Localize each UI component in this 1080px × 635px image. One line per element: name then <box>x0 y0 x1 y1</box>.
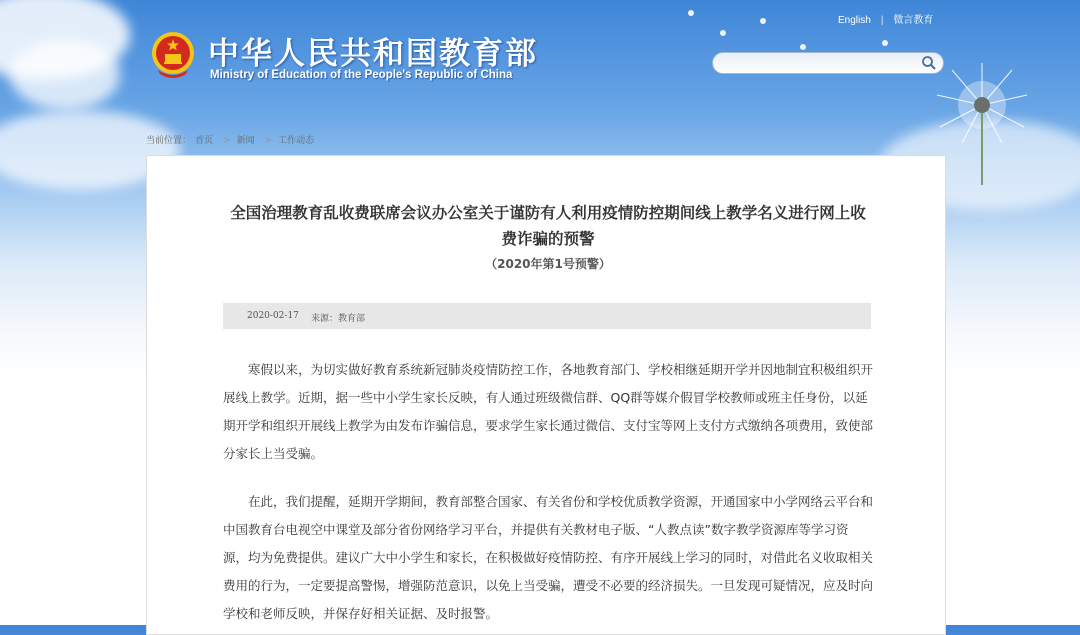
top-links <box>838 11 933 26</box>
site-title-english: Ministry of Education of the People's Republic of China <box>210 69 513 81</box>
link-separator: | <box>880 15 884 26</box>
search-box <box>712 52 944 74</box>
article-paragraph: 寒假以来，为切实做好教育系统新冠肺炎疫情防控工作，各地教育部门、学校相继延期开学并因地制宜积极组织开展线上教学。近期，据一些中小学生家长反映，有人通过班级微信群、QQ群等媒介假冒学校教师或班主任身份，以延期开学和组织开展线上教学为由发布诈骗信息，要求学生家长通过微信、支付宝等网上支付方式缴纳各项费用，致使部分家长上当受骗。 <box>223 362 874 461</box>
cloud-decoration <box>10 40 120 110</box>
breadcrumb-news[interactable]: 新闻 <box>236 136 255 146</box>
article-panel <box>146 155 946 635</box>
article-paragraph: 在此，我们提醒，延期开学期间，教育部整合国家、有关省份和学校优质教学资源，开通国家中小学网络云平台和中国教育台电视空中课堂及部分省份网络学习平台，并提供有关教材电子版、“人教点读”数字教学资源库等学习资源，均为免费提供。建议广大中小学生和家长，在积极做好疫情防控、有序开展线上学习的同时，对借此名义收取相关费用的行为，一定要提高警惕，增强防范意识，以免上当受骗，遭受不必要的经济损失。一旦发现可疑情况，应及时向学校和老师反映，并保存好相关证据、及时报警。 <box>223 494 874 621</box>
search-input[interactable] <box>721 54 925 76</box>
english-link[interactable]: English <box>838 15 871 26</box>
petal-decoration <box>760 18 766 24</box>
breadcrumb-arrow: > <box>223 136 231 146</box>
breadcrumb <box>146 133 318 146</box>
article-meta-bar <box>223 303 871 329</box>
petal-decoration <box>720 30 726 36</box>
petal-decoration <box>800 44 806 50</box>
article-date: 2020-02-17 <box>247 311 299 321</box>
wechat-link[interactable]: 微言教育 <box>893 15 934 26</box>
breadcrumb-work-updates[interactable]: 工作动态 <box>278 136 315 146</box>
breadcrumb-home[interactable]: 首页 <box>195 136 214 146</box>
article-source: 来源：教育部 <box>311 314 366 324</box>
article-subtitle: （2020年第1号预警） <box>485 257 611 271</box>
site-title-chinese: 中华人民共和国教育部 <box>208 36 538 72</box>
article-title: 全国治理教育乱收费联席会议办公室关于谨防有人利用疫情防控期间线上教学名义进行网上收费诈骗的预警 <box>230 204 866 248</box>
petal-decoration <box>882 40 888 46</box>
petal-decoration <box>688 10 694 16</box>
breadcrumb-label: 当前位置： <box>146 136 192 146</box>
breadcrumb-arrow: > <box>264 136 273 146</box>
national-emblem-icon <box>150 30 196 80</box>
